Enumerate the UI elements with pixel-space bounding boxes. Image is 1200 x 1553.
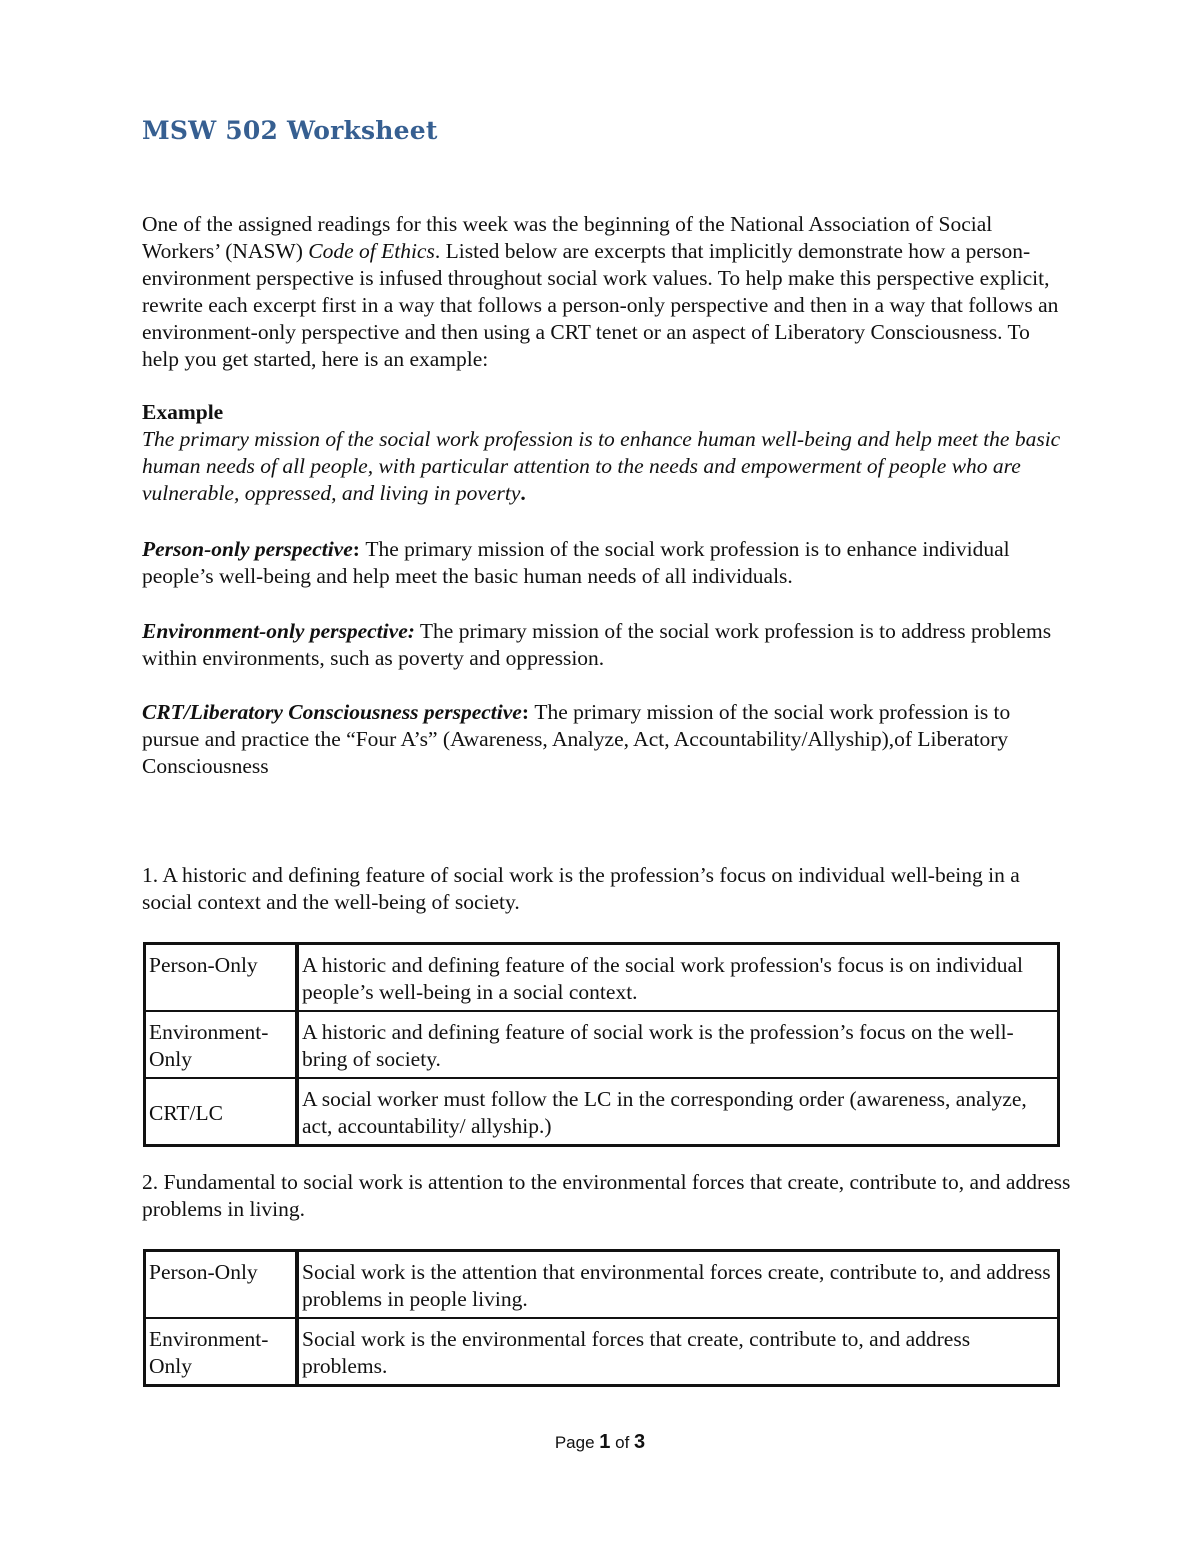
current-page-number: 1	[599, 1431, 611, 1453]
example-quote-end: .	[520, 481, 526, 505]
row-answer[interactable]: A historic and defining feature of social work is the profession’s focus on the well-bring of society.	[297, 1011, 1059, 1078]
intro-text-start: One of the assigned readings for this week was the beginning of the National Association of Social Workers’ (NASW)	[142, 212, 993, 263]
row-label: Person-Only	[145, 1251, 298, 1319]
example-heading: Example	[142, 400, 224, 424]
person-only-label: Person-only perspective	[142, 537, 353, 561]
table-row	[145, 1078, 1059, 1146]
row-answer[interactable]: A social worker must follow the LC in the corresponding order (awareness, analyze, act, accountability/ allyship.)	[297, 1078, 1059, 1146]
row-label: Environment-Only	[145, 1318, 298, 1386]
person-only-text: The primary mission of the social work profession is to enhance individual people’s well-being and help meet the basic human needs of all individuals.	[142, 537, 1010, 588]
example-block	[142, 399, 1072, 507]
table-row	[145, 1251, 1059, 1319]
table-row	[145, 944, 1059, 1012]
question-1-prompt: 1. A historic and defining feature of social work is the profession’s focus on individual well-being in a social context and the well-being of society.	[142, 863, 1020, 914]
question-2-prompt: 2. Fundamental to social work is attention to the environmental forces that create, contribute to, and address problems in living.	[142, 1170, 1071, 1221]
question-2-table	[143, 1249, 1060, 1387]
page-footer	[0, 1431, 1200, 1454]
row-answer[interactable]: Social work is the attention that environmental forces create, contribute to, and address problems in people living.	[297, 1251, 1059, 1319]
intro-text-end: . Listed below are excerpts that implicitly demonstrate how a person-environment perspective is infused throughout social work values. To help make this perspective explicit, rewrite each excerpt first in a way that follows a person-only perspective and then in a way that follows an environment-only perspective and then using a CRT tenet or an aspect of Liberatory Consciousness. To help you get started, here is an example:	[142, 239, 1059, 371]
person-only-sep: :	[352, 537, 366, 561]
question-1-table	[143, 942, 1060, 1147]
environment-only-perspective	[142, 618, 1072, 672]
page-word: Page	[554, 1433, 595, 1452]
example-quote: The primary mission of the social work profession is to enhance human well-being and help meet the basic human needs of all people, with particular attention to the needs and empowerment of people who are vulnerable, oppressed, and living in poverty	[142, 427, 1061, 505]
example-quote-wrap	[142, 426, 1072, 507]
crt-lc-text: The primary mission of the social work profession is to pursue and practice the “Four A’s” (Awareness, Analyze, Act, Accountability/Allyship),of Liberatory Consciousness	[142, 700, 1011, 778]
crt-lc-label: CRT/Liberatory Consciousness perspective	[142, 700, 522, 724]
intro-paragraph	[142, 211, 1072, 373]
total-page-count: 3	[634, 1431, 646, 1453]
intro-italic-title: Code of Ethics	[308, 239, 435, 263]
document-title: MSW 502 Worksheet	[142, 116, 438, 145]
row-label: Environment-Only	[145, 1011, 298, 1078]
of-word: of	[615, 1433, 630, 1452]
row-answer[interactable]: A historic and defining feature of the social work profession's focus is on individual people’s well-being in a social context.	[297, 944, 1059, 1012]
row-label: Person-Only	[145, 944, 298, 1012]
table-row	[145, 1011, 1059, 1078]
person-only-perspective	[142, 536, 1072, 590]
table-row	[145, 1318, 1059, 1386]
environment-only-label: Environment-only perspective:	[142, 619, 415, 643]
row-label: CRT/LC	[145, 1078, 298, 1146]
crt-lc-sep: :	[521, 700, 535, 724]
crt-lc-perspective	[142, 699, 1072, 780]
environment-only-text: The primary mission of the social work profession is to address problems within environments, such as poverty and oppression.	[142, 619, 1052, 670]
row-answer[interactable]: Social work is the environmental forces that create, contribute to, and address problems.	[297, 1318, 1059, 1386]
